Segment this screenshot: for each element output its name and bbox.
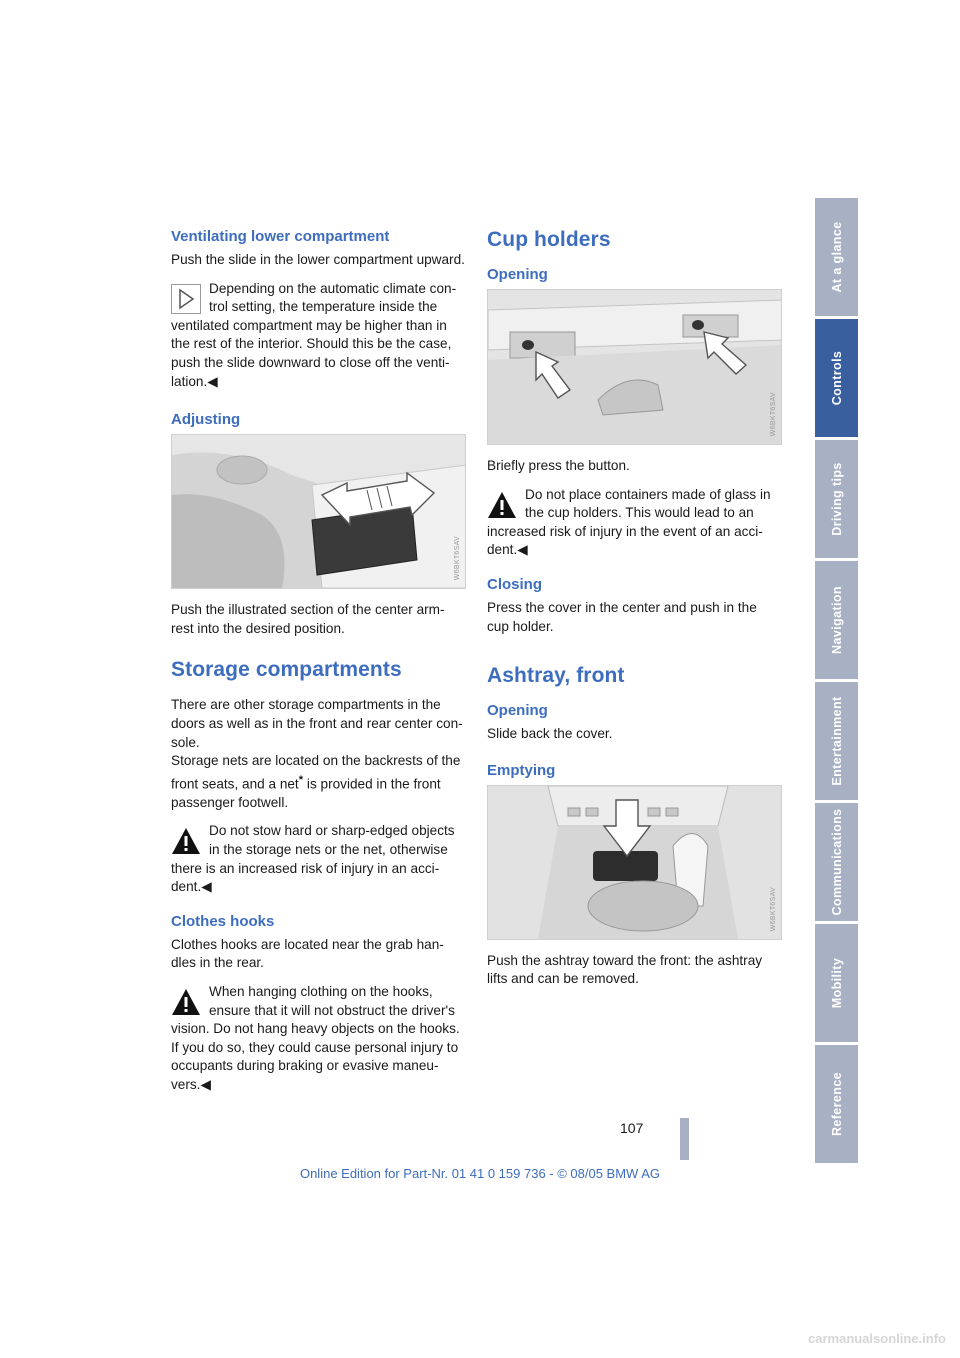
figure-code: W6BKT6SAV [770, 391, 777, 436]
warning-block [487, 486, 782, 560]
tab-label: Navigation [829, 586, 844, 654]
heading-ashtray-opening: Opening [487, 702, 548, 720]
paragraph: Push the illustrated section of the center arm-rest into the desired position. [171, 602, 445, 636]
armrest-figure [171, 434, 466, 589]
tab-label: At a glance [829, 221, 844, 293]
heading-closing: Closing [487, 575, 542, 593]
figure-code: W6BKT6SAV [770, 886, 777, 931]
note-first-line: Depending on the automatic climate con-trol setting, the temperature inside the [209, 280, 457, 315]
left-column [171, 228, 466, 1105]
heading-clothes: Clothes hooks [171, 912, 275, 930]
text: is provided in the front passenger footwell. [171, 776, 441, 810]
tab-label: Communications [829, 808, 844, 916]
warning-icon [487, 490, 517, 520]
paragraph-nets [171, 752, 466, 812]
paragraph: Slide back the cover. [487, 726, 613, 742]
tab-label: Driving tips [829, 462, 844, 536]
warning-first-line: When hanging clothing on the hooks, ensure that it will not obstruct the driver's [209, 984, 455, 1018]
tab-label: Entertainment [829, 696, 844, 786]
cup-holder-illustration [488, 290, 782, 444]
tab-label: Mobility [829, 957, 844, 1009]
figure-code: W6BKT6SAV [454, 535, 461, 581]
warning-text: increased risk of injury in the event of an acci-dent.◀ [487, 523, 763, 558]
paragraph: Push the slide in the lower compartment upward. [171, 252, 465, 267]
warning-first-line: Do not place containers made of glass in the cup holders. This would lead to an [525, 486, 771, 521]
heading-storage: Storage compartments [171, 658, 402, 682]
tab-navigation[interactable] [815, 561, 858, 679]
note-block [171, 280, 466, 392]
tab-controls[interactable] [815, 319, 858, 437]
warning-block [171, 983, 466, 1095]
paragraph: Briefly press the button. [487, 458, 630, 473]
play-note-icon [171, 284, 201, 314]
tab-label: Reference [829, 1071, 844, 1137]
paragraph: Press the cover in the center and push in the cup holder. [487, 599, 757, 634]
heading-adjusting: Adjusting [171, 411, 241, 429]
ashtray-illustration [488, 786, 782, 939]
tab-reference[interactable] [815, 1045, 858, 1163]
paragraph: There are other storage compartments in the doors as well as in the front and rear center con-sole. [171, 697, 463, 750]
chapter-tabs [815, 198, 858, 1166]
page-number: 107 [620, 1120, 644, 1136]
armrest-illustration [172, 435, 466, 588]
note-text: ventilated compartment may be higher than in the rest of the interior. Should this be the case, push the slide downward to close off the venti-lation.◀ [171, 317, 452, 389]
warning-block [171, 822, 466, 896]
page-bar [680, 1118, 689, 1160]
warning-text: there is an increased risk of injury in an acci-dent.◀ [171, 860, 440, 895]
ashtray-figure [487, 785, 782, 940]
right-column [487, 228, 782, 999]
warning-icon [171, 987, 201, 1017]
paragraph: Push the ashtray toward the front: the ashtray lifts and can be removed. [487, 952, 763, 987]
tab-at-a-glance[interactable] [815, 198, 858, 316]
heading-cup-holders: Cup holders [487, 228, 611, 251]
footer-edition: Online Edition for Part-Nr. 01 41 0 159 736 - © 08/05 BMW AG [299, 1166, 661, 1181]
warning-first-line: Do not stow hard or sharp-edged objects in the storage nets or the net, otherwise [209, 823, 455, 858]
heading-emptying: Emptying [487, 761, 556, 779]
asterisk: * [298, 773, 304, 786]
heading-opening: Opening [487, 266, 548, 283]
warning-icon [171, 826, 201, 856]
heading-ashtray: Ashtray, front [487, 664, 625, 688]
warning-text: vision. Do not hang heavy objects on the hooks. If you do so, they could cause personal injury to occupants during braking or evasive maneu-vers.◀ [171, 1021, 460, 1092]
text: Storage nets are located on the backrests of the front seats, and a net [171, 753, 461, 792]
watermark: carmanualsonline.info [808, 1331, 946, 1346]
tab-mobility[interactable] [815, 924, 858, 1042]
tab-label: Controls [829, 350, 844, 406]
cup-holder-figure [487, 289, 782, 445]
tab-communications[interactable] [815, 803, 858, 921]
tab-entertainment[interactable] [815, 682, 858, 800]
tab-driving-tips[interactable] [815, 440, 858, 558]
heading-ventilating: Ventilating lower compartment [171, 228, 390, 245]
paragraph: Clothes hooks are located near the grab han-dles in the rear. [171, 936, 444, 971]
